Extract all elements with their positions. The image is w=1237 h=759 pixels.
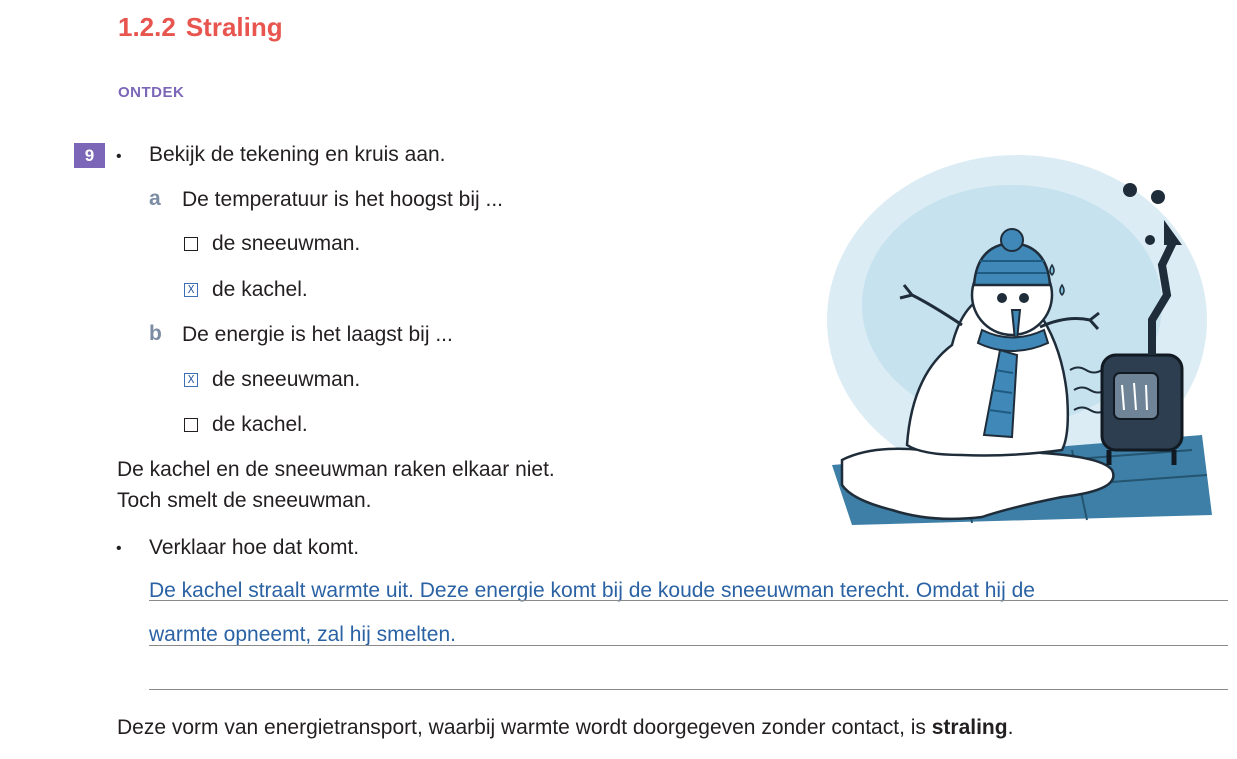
conclusion-keyword: straling [931,716,1008,739]
option-a-2-label: de kachel. [212,278,308,301]
statement-line-1: De kachel en de sneeuwman raken elkaar niet. [117,458,555,481]
checkbox-a-option-2[interactable]: X [184,283,198,297]
option-b-2-label: de kachel. [212,413,308,436]
checkbox-b-option-2[interactable] [184,418,198,432]
conclusion-text: Deze vorm van energietransport, waarbij warmte wordt doorgegeven zonder contact, is [117,716,932,739]
explain-prompt: Verklaar hoe dat komt. [149,536,360,559]
smoke-puff [1123,183,1137,197]
snowman-stove-illustration [812,145,1222,530]
smoke-puff [1145,235,1155,245]
answer-rule-3[interactable] [149,689,1228,690]
option-a-1-label: de sneeuwman. [212,232,361,255]
snowman-eye-left [997,293,1007,303]
conclusion-end: . [1007,716,1014,739]
subquestion-b-letter: b [149,322,162,345]
checkbox-a-option-1[interactable] [184,237,198,251]
smoke-puff [1151,190,1165,204]
section-title-text: Straling [185,12,283,42]
subquestion-a-prompt: De temperatuur is het hoogst bij ... [182,188,503,211]
answer-line-1[interactable]: De kachel straalt warmte uit. Deze energie komt bij de koude sneeuwman terecht. Omdat hij de [149,579,1035,602]
answer-rule-1 [149,600,1228,601]
section-title [118,12,283,43]
question-instruction: Bekijk de tekening en kruis aan. [149,143,446,166]
section-number: 1.2.2 [118,12,176,42]
bullet: • [116,148,122,165]
conclusion [117,715,1013,741]
question-number-badge: 9 [74,143,105,168]
hat-pompom [1001,229,1023,251]
bullet: • [116,540,122,557]
subquestion-b-prompt: De energie is het laagst bij ... [182,323,453,346]
section-label: ONTDEK [118,84,185,101]
answer-line-2[interactable]: warmte opneemt, zal hij smelten. [149,623,456,646]
snowman-eye-right [1019,293,1029,303]
answer-rule-2 [149,645,1228,646]
subquestion-a-letter: a [149,187,161,210]
checkbox-b-option-1[interactable]: X [184,373,198,387]
option-b-1-label: de sneeuwman. [212,368,361,391]
statement-line-2: Toch smelt de sneeuwman. [117,489,372,512]
stove-window [1114,373,1158,419]
